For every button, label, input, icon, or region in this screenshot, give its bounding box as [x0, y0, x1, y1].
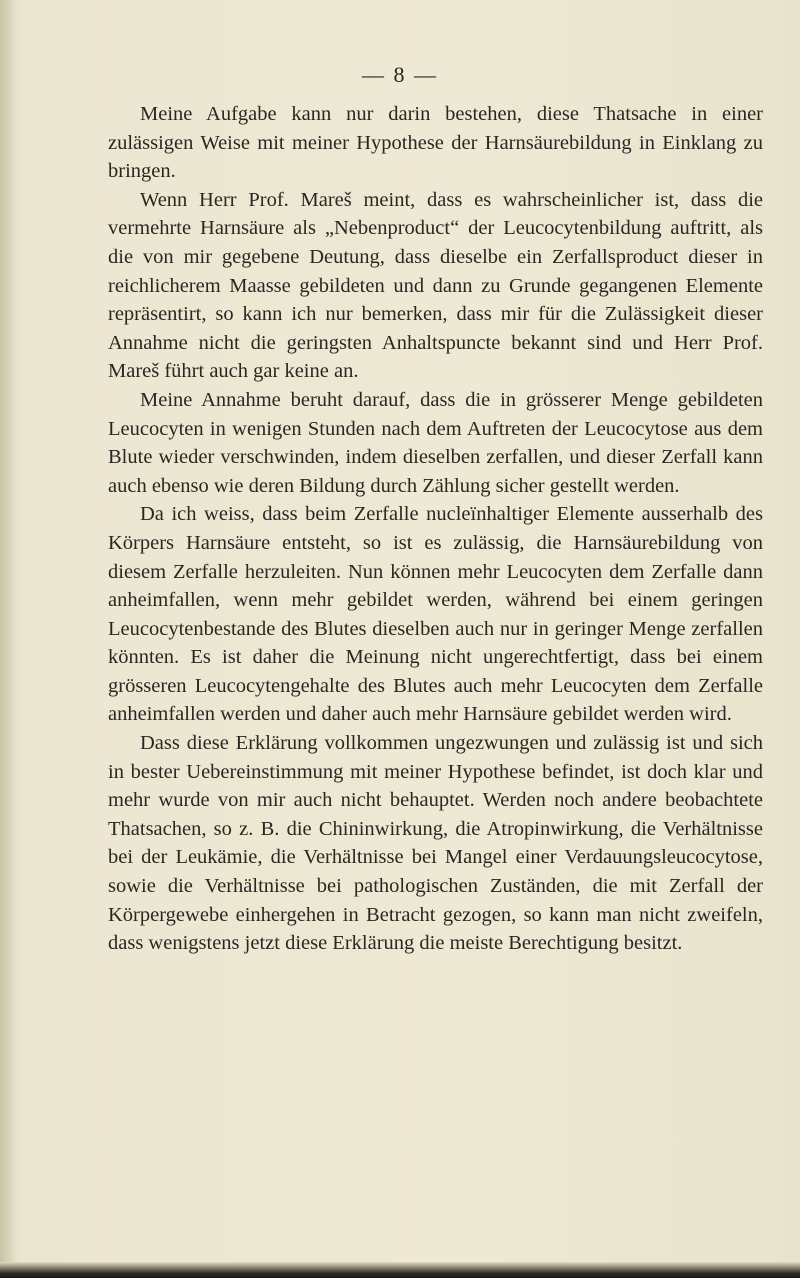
paragraph-5: Dass diese Erklärung vollkommen ungezwungen und zulässig ist und sich in bester Uebereinstimmung mit meiner Hypothese befindet, ist doch klar und mehr wurde von mir auch nicht behauptet. Werden noch andere beobachtete Thatsachen, so z. B. die Chininwirkung, die Atropinwirkung, die Verhältnisse bei der Leukämie, die Verhältnisse bei Mangel einer Verdauungsleucocytose, sowie die Verhältnisse bei pathologischen Zuständen, die mit Zerfall der Körpergewebe einhergehen in Betracht gezogen, so kann man nicht zweifeln, dass wenigstens jetzt diese Erklärung die meiste Berechtigung besitzt.	[108, 732, 763, 955]
page-number: — 8 —	[362, 62, 438, 87]
paragraph-4: Da ich weiss, dass beim Zerfalle nucleïnhaltiger Elemente ausserhalb des Körpers Harnsäure entsteht, so ist es zulässig, die Harnsäurebildung von diesem Zerfalle herzuleiten. Nun können mehr Leucocyten dem Zerfalle dann anheimfallen, wenn mehr gebildet werden, während bei einem geringen Leucocytenbestande des Blutes dieselben auch nur in geringer Menge zerfallen könnten. Es ist daher die Meinung nicht ungerechtfertigt, dass bei einem grösseren Leucocytengehalte des Blutes auch mehr Leucocyten dem Zerfalle anheimfallen werden und daher auch mehr Harnsäure gebildet werden wird.	[108, 503, 763, 726]
page-bottom-edge	[0, 1262, 800, 1278]
paragraph-2: Wenn Herr Prof. Mareš meint, dass es wahrscheinlicher ist, dass die vermehrte Harnsäure als „Nebenproduct“ der Leucocytenbildung auftritt, als die von mir gegebene Deutung, dass dieselbe ein Zerfallsproduct dieser in reichlicherem Maasse gebildeten und dann zu Grunde gegangenen Elemente repräsentirt, so kann ich nur bemerken, dass mir für die Zulässigkeit dieser Annahme nicht die geringsten Anhaltspuncte bekannt sind und Herr Prof. Mareš führt auch gar keine an.	[108, 188, 763, 383]
page-left-edge-shadow	[0, 0, 16, 1278]
paragraph-3: Meine Annahme beruht darauf, dass die in grösserer Menge gebildeten Leucocyten in wenigen Stunden nach dem Auftreten der Leucocytose aus dem Blute wieder verschwinden, indem dieselben zerfallen, und dieser Zerfall kann auch ebenso wie deren Bildung durch Zählung sicher gestellt werden.	[108, 388, 763, 497]
paragraph-1: Meine Aufgabe kann nur darin bestehen, diese Thatsache in einer zulässigen Weise mit meiner Hypothese der Harnsäurebildung in Einklang zu bringen.	[108, 103, 763, 183]
body-text	[108, 100, 763, 958]
